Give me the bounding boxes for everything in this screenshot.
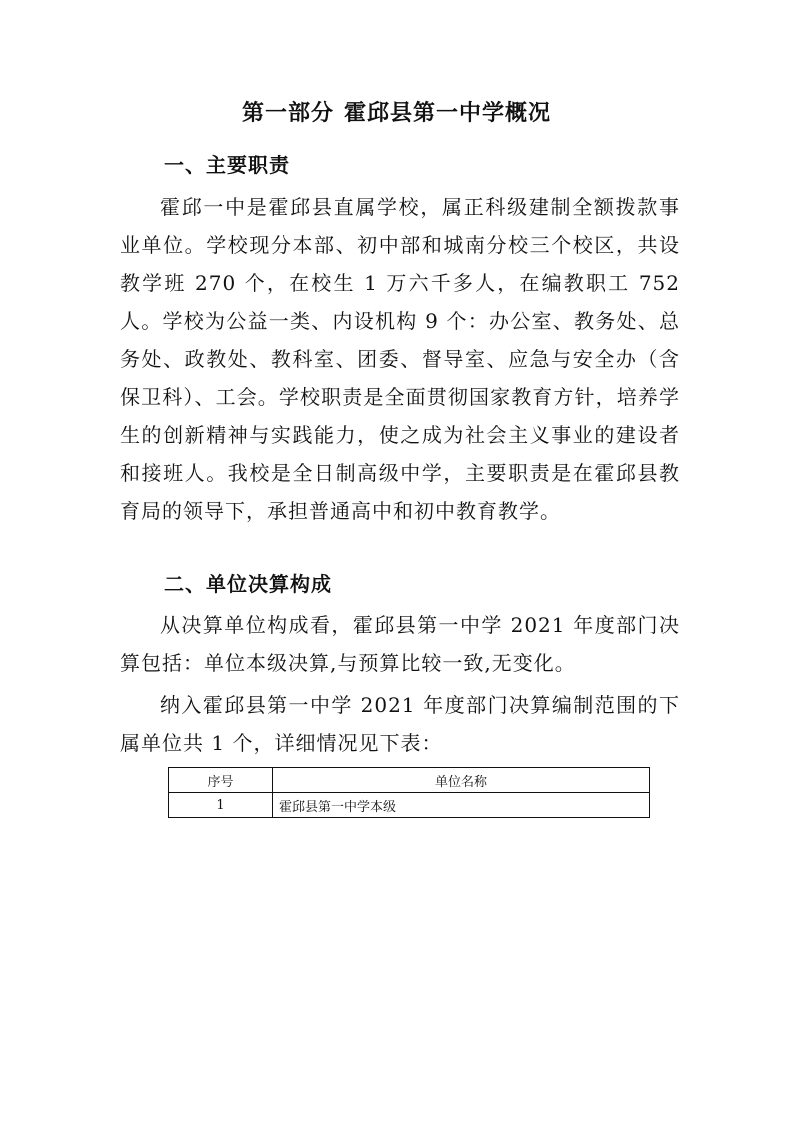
unit-table	[168, 767, 650, 818]
table-header-unit-name: 单位名称	[273, 768, 650, 793]
section-heading-composition: 二、单位决算构成	[164, 572, 332, 596]
section-heading-duties: 一、主要职责	[164, 153, 290, 177]
table-header-row	[169, 768, 650, 793]
page-title	[0, 96, 793, 127]
title-school-name: 霍邱县第一中学概况	[344, 101, 552, 126]
table-cell-unit-name: 霍邱县第一中学本级	[273, 793, 650, 818]
title-part-label: 第一部分	[241, 101, 334, 126]
composition-paragraph: 从决算单位构成看，霍邱县第一中学 2021 年度部门决算包括：单位本级决算,与预算比较一致,无变化。	[120, 613, 680, 675]
table-row	[169, 793, 650, 818]
table-cell-seq: 1	[169, 793, 273, 818]
table-header-seq: 序号	[169, 768, 273, 793]
subordinate-units-paragraph: 纳入霍邱县第一中学 2021 年度部门决算编制范围的下属单位共 1 个，详细情况见下表：	[120, 693, 680, 755]
duties-paragraph: 霍邱一中是霍邱县直属学校，属正科级建制全额拨款事业单位。学校现分本部、初中部和城南分校三个校区，共设教学班 270 个，在校生 1 万六千多人，在编教职工 752 人。学校为公益一类、内设机构 9 个：办公室、教务处、总务处、政教处、教科室、团委、督导室、应急与安全办（含保卫科）、工会。学校职责是全面贯彻国家教育方针，培养学生的创新精神与实践能力，使之成为社会主义事业的建设者和接班人。我校是全日制高级中学，主要职责是在霍邱县教育局的领导下，承担普通高中和初中教育教学。	[120, 195, 680, 523]
